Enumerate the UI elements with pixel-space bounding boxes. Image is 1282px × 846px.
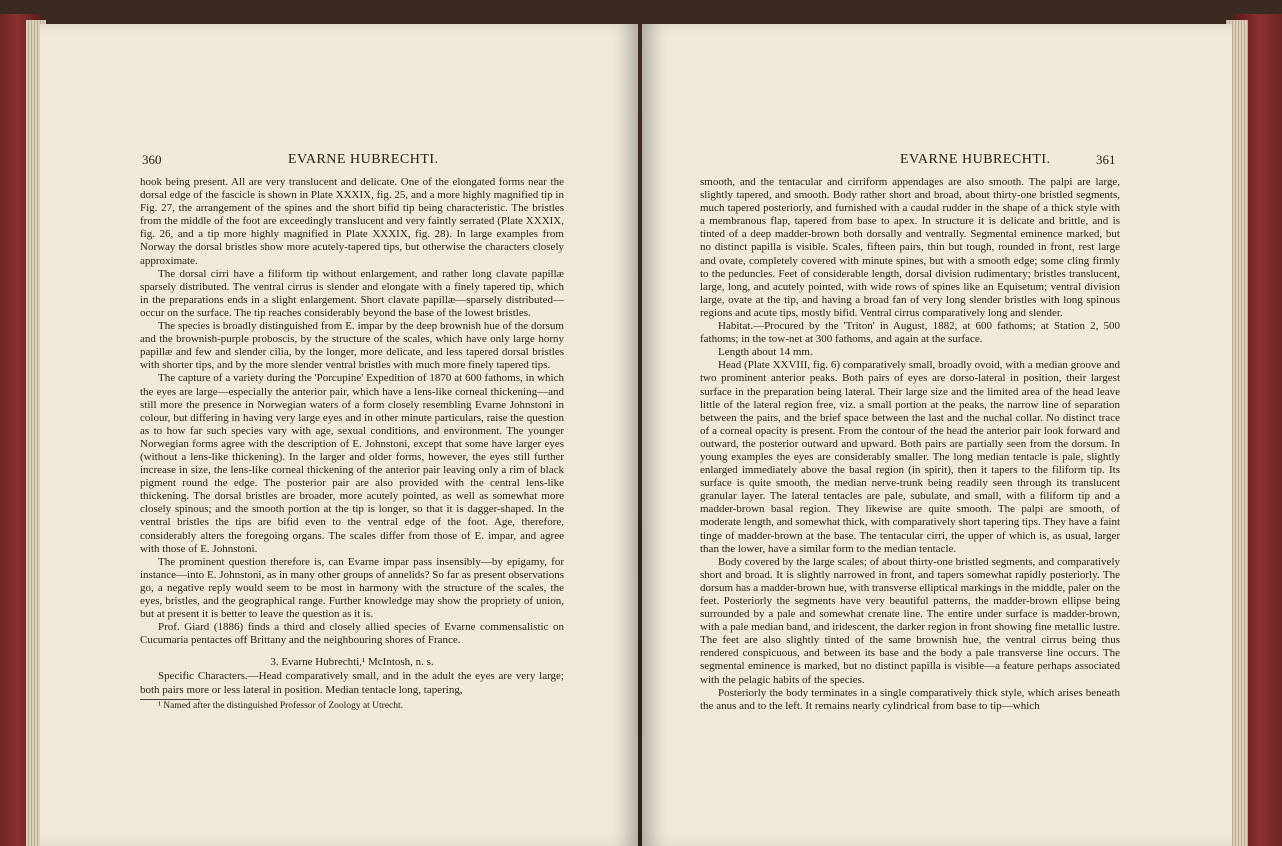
left-body-text [140, 176, 564, 712]
paragraph: Posteriorly the body terminates in a single comparatively thick style, which arises beneath the anus and to the left. It remains nearly cylindrical from base to tip—which [700, 686, 1120, 712]
section-heading: 3. Evarne Hubrechti,¹ McIntosh, n. s. [270, 656, 434, 669]
left-page [40, 24, 638, 846]
paragraph: hook being present. All are very translucent and delicate. One of the elongated forms near the dorsal edge of the fascicle is shown in Plate XXXIX, fig. 25, and a more highly magnified tip in Fig. 27, the arrangement of the spines and the short bifid tip being characteristic. The bristles from the middle of the foot are exceedingly translucent and very faintly serrated (Plate XXXIX, fig. 26, and a tip more highly magnified in Plate XXXIX, fig. 28). In large examples from Norway the dorsal bristles show more acutely-tapered tips, but otherwise the characters closely approximate. [140, 176, 564, 267]
running-head: EVARNE HUBRECHTI. [900, 152, 1051, 167]
running-head: EVARNE HUBRECHTI. [288, 152, 439, 167]
paragraph: The prominent question therefore is, can Evarne impar pass insensibly—by epigamy, for instance—into E. Johnstoni, as in many other groups of annelids? So far as present observations go, a negative reply would seem to be most in harmony with the structure of the scales, the eyes, bristles, and the geographical range. Further knowledge may show the propriety of union, but at present it is better to leave the question as it is. [140, 555, 564, 621]
paragraph: The capture of a variety during the 'Porcupine' Expedition of 1870 at 600 fathoms, in which the eyes are large—especially the anterior pair, which have a lens-like corneal thickening—and still more the presence in Norwegian waters of a form closely resembling Evarne Johnstoni in colour, but differing in having very large eyes and in other minute particulars, raise the question as to how far such species vary with age, sexual conditions, and environment. The younger Norwegian forms agree with the description of E. Johnstoni, except that some have larger eyes (without a lens-like thickening). In the larger and older forms, however, the eyes still further increase in size, the lens-like corneal thickening of the anterior pair leaving only a rim of black pigment round the edge. The posterior pair are also provided with the central lens-like thickening. The dorsal bristles are broader, more acutely pointed, as well as somewhat more closely spinous; and the smooth portion at the tip is longer, so that it is dagger-shaped. In the ventral bristles the tips are bifid even to the ventral edge of the foot. Age, therefore, considerably alters the foregoing organs. The scales differ from those of E. impar, and agree with those of E. Johnstoni. [140, 372, 564, 555]
paragraph: The species is broadly distinguished from E. impar by the deep brownish hue of the dorsum and the brownish-purple proboscis, by the structure of the scales, which have only large horny papillæ and few and slender cilia, by the longer, more delicate, and less tapered dorsal bristles with shorter tips, and by the more slender ventral bristles with much more finely tapered tips. [140, 320, 564, 372]
paragraph: Prof. Giard (1886) finds a third and closely allied species of Evarne commensalistic on Cucumaria pentactes off Brittany and the neighbouring shores of France. [140, 621, 564, 647]
specific-characters: Specific Characters.—Head comparatively small, and in the adult the eyes are very large; both pairs more or less lateral in position. Median tentacle long, tapering, [140, 670, 564, 696]
right-body-text [700, 176, 1120, 713]
footnote: ¹ Named after the distinguished Professor of Zoology at Utrecht. [158, 700, 404, 711]
paragraph: Length about 14 mm. [718, 346, 813, 359]
paragraph: Body covered by the large scales; of about thirty-one bristled segments, and comparatively short and broad. It is slightly narrowed in front, and tapers somewhat rapidly posteriorly. The dorsum has a madder-brown hue, with transverse elliptical markings in the middle, paler on the feet. Posteriorly the segments have very beautiful patterns, the madder-brown ellipse being surrounded by a pale and somewhat crenate line. The entire under surface is madder-brown, with a pale median band, and iridescent, the darker region in front showing fine metallic lustre. The feet are also slightly tinted of the same brownish hue, the ventral cirrus being thus rendered conspicuous, and between its base and the body a pale transverse line occurs. The segmental eminence is marked, but no distinct papilla is visible—a feature perhaps associated with the pelagic habits of the species. [700, 555, 1120, 686]
paragraph: Habitat.—Procured by the 'Triton' in August, 1882, at 600 fathoms; at Station 2, 500 fathoms; in the tow-net at 300 fathoms, and again at the surface. [700, 320, 1120, 346]
paragraph: The dorsal cirri have a filiform tip without enlargement, and rather long clavate papillæ sparsely distributed. The ventral cirrus is slender and elongate with a finely tapered tip, which in the preparations ends in a slight enlargement. Short clavate papillæ—sparsely distributed—occur on the surface. The tip reaches considerably beyond the base of the lowest bristles. [140, 267, 564, 319]
paragraph: Head (Plate XXVIII, fig. 6) comparatively small, broadly ovoid, with a median groove and two prominent anterior peaks. Both pairs of eyes are dorso-lateral in position, their largest surface in the preparation being lateral. Their large size and the limited area of the head leave little of the lateral region free, viz. a small portion at the peaks, the narrow line of separation between the pairs, and the brief space between the last and the nuchal collar. No distinct trace of a corneal opacity is present. From the contour of the head the anterior pair look forward and outward, the posterior outward and upward. Both pairs are partially seen from the dorsum. In young examples the eyes are considerably smaller. The long median tentacle is pale, slightly enlarged immediately above the basal region (in spirit), then it tapers to the filiform tip. Its surface is quite smooth, the median nerve-trunk being readily seen through its translucent granular layer. The lateral tentacles are pale, subulate, and small, with a filiform tip and a madder-brown basal region. They likewise are quite smooth. The palpi are smooth, of moderate length, and somewhat thick, with comparatively short tapering tips. They have a faint tinge of madder-brown at the base. The tentacular cirri, the upper of which is, as usual, larger than the lower, have a similar form to the median tentacle. [700, 359, 1120, 555]
footnote-rule [140, 699, 200, 700]
right-page [642, 24, 1232, 846]
page-number: 360 [142, 152, 162, 167]
paragraph: smooth, and the tentacular and cirriform appendages are also smooth. The palpi are large, slightly tapered, and smooth. Body rather short and broad, about thirty-one bristled segments, much tapered posteriorly, and furnished with a caudal rudder in the shape of a thick style with a membranous flap, tapered from base to apex. In structure it is delicate and brittle, and is tinted of a deep madder-brown both dorsally and ventrally. Segmental eminence marked, but no distinct papilla is visible. Scales, fifteen pairs, thin but tough, rounded in front, rest large and ovate, completely covered with minute spines, but with a smooth edge; some cling firmly to the peduncles. Feet of considerable length, dorsal division rudimentary; bristles translucent, large, long, and acutely pointed, with wide rows of spines like an Equisetum; ventral division large, ovate at the tip, and having a broad fan of very long slender bristles with long spinous regions and acute tips, mostly bifid. Ventral cirrus comparatively long and slender. [700, 176, 1120, 319]
page-number: 361 [1096, 152, 1116, 167]
